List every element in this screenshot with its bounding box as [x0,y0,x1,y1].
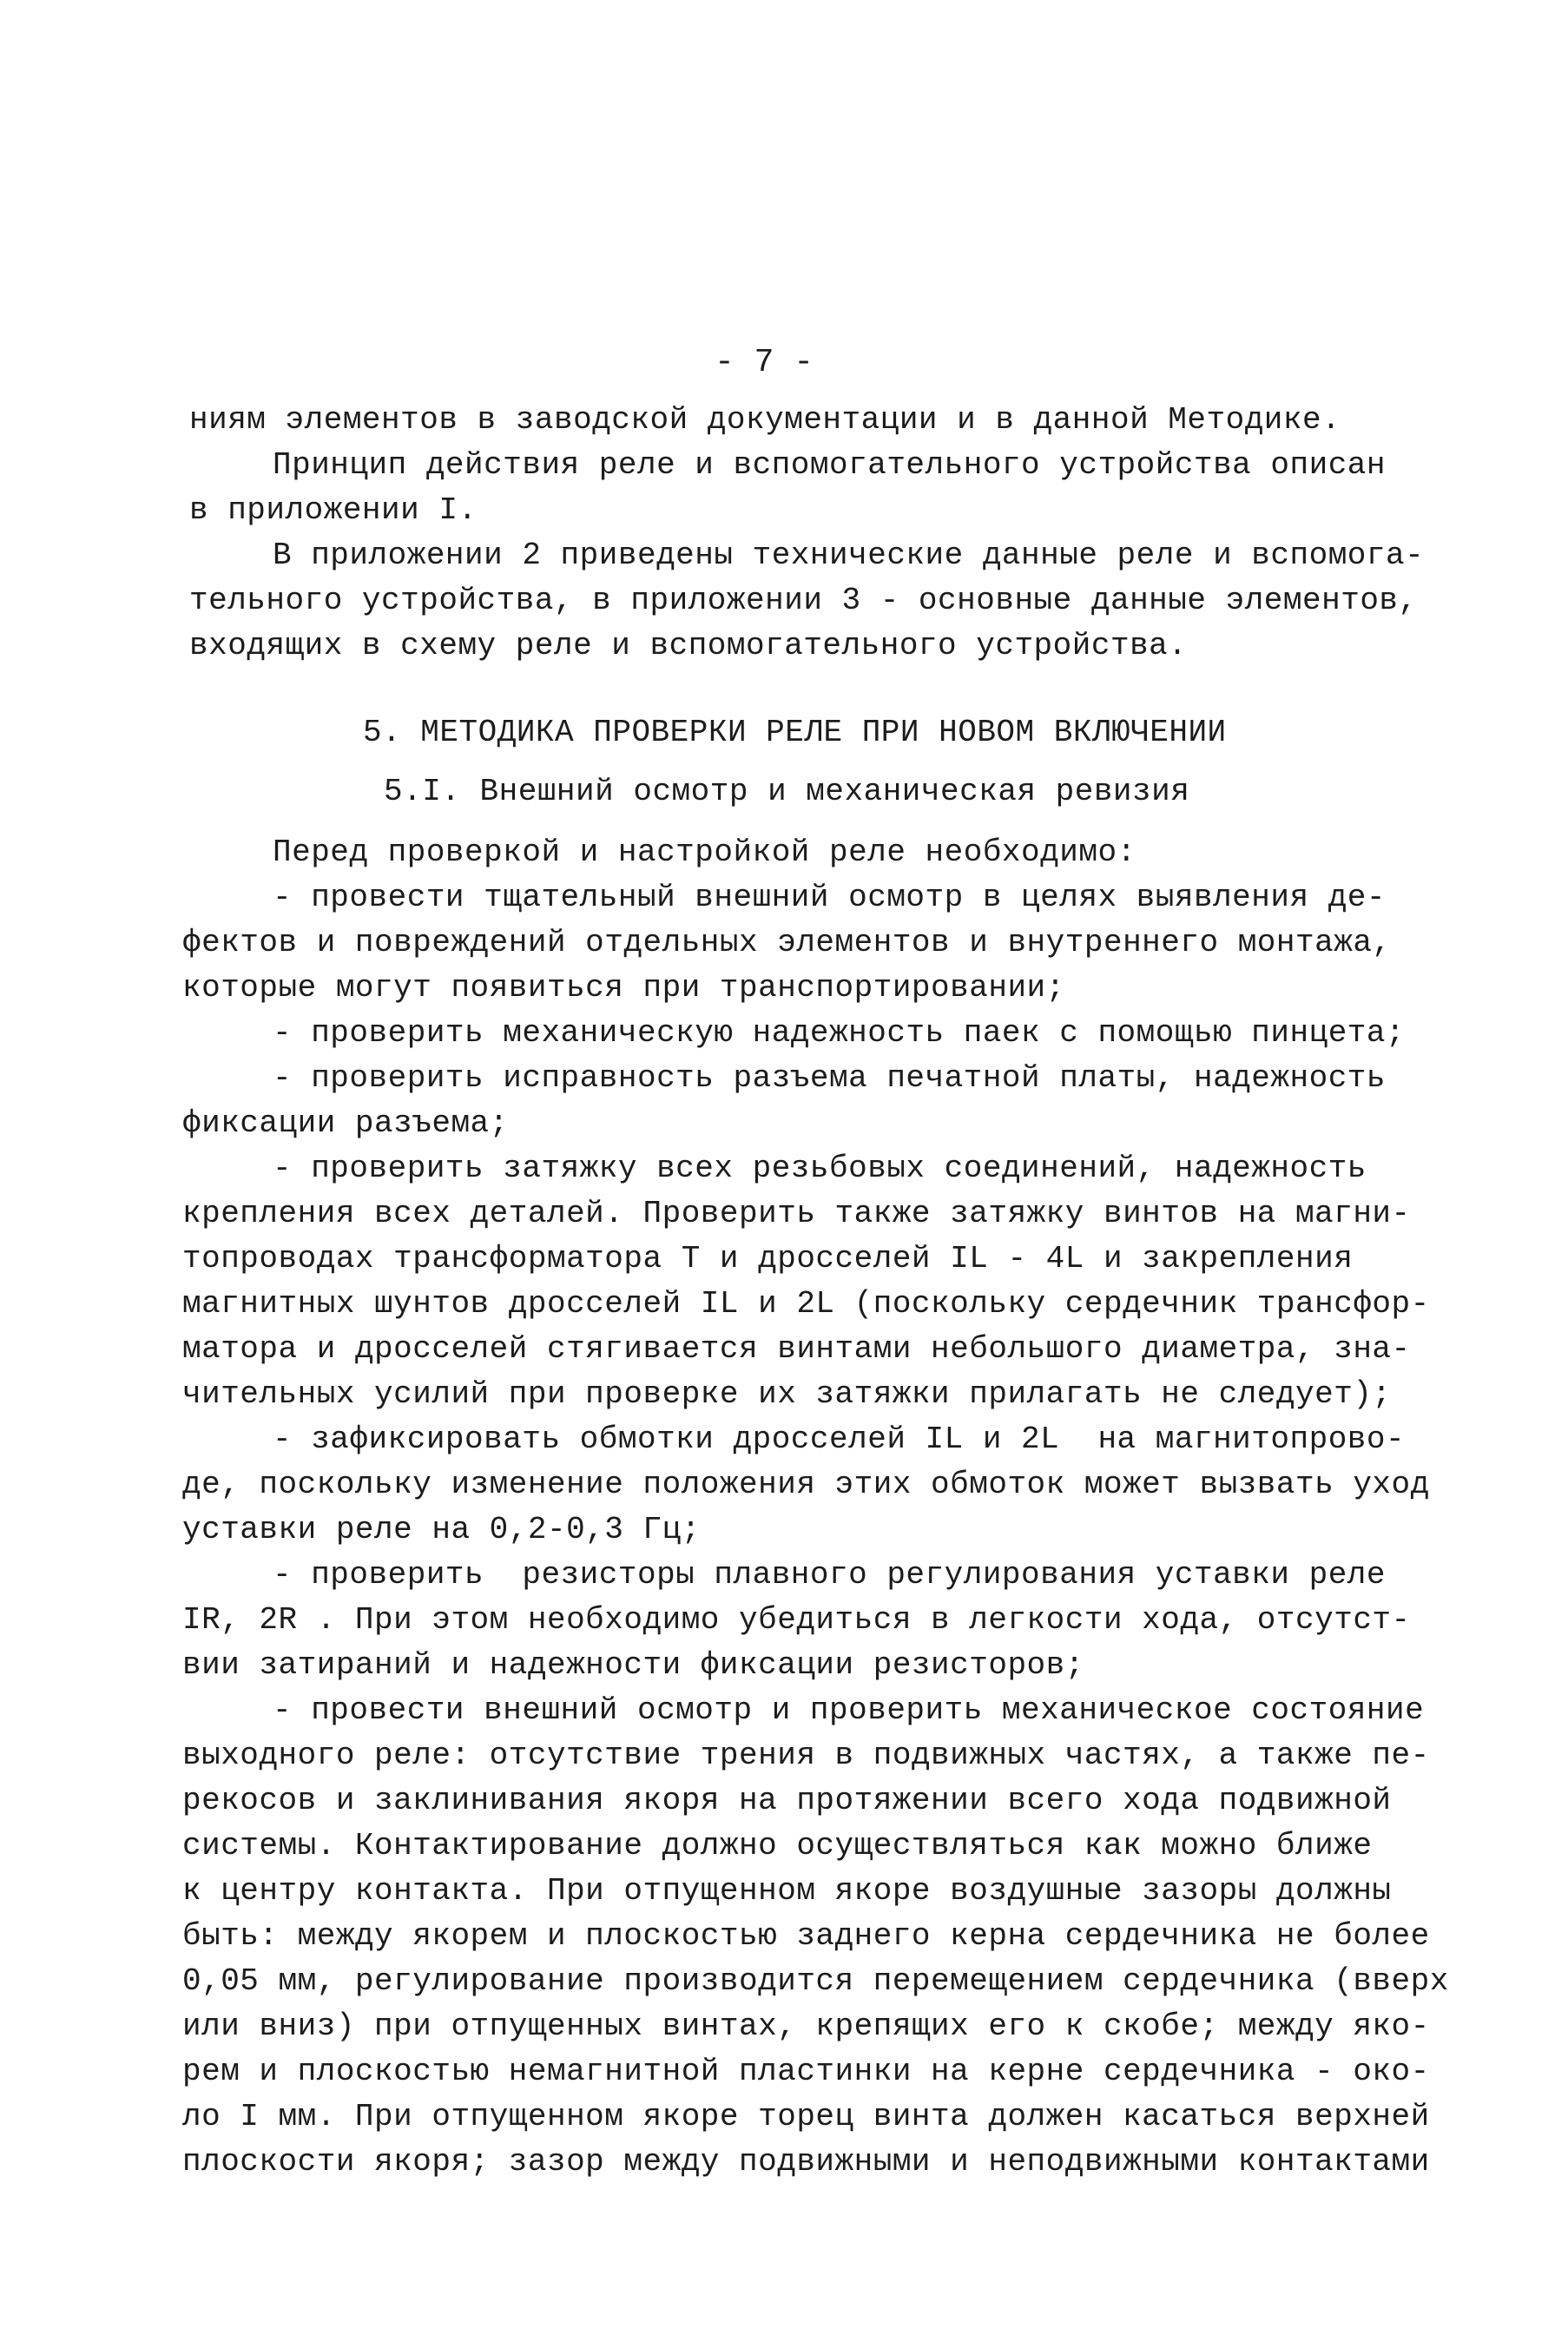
text-line: - зафиксировать обмотки дросселей IL и 2L на магнитопрово- [273,1421,1406,1457]
text-line: В приложении 2 приведены технические данные реле и вспомога- [273,538,1425,573]
text-line: которые могут появиться при транспортировании; [182,970,1065,1006]
text-line: матора и дросселей стягивается винтами небольшого диаметра, зна- [182,1331,1411,1367]
text-line: ло I мм. При отпущенном якоре торец винта должен касаться верхней [182,2099,1430,2134]
text-line: крепления всех деталей. Проверить также затяжку винтов на магни- [182,1196,1411,1231]
text-line: чительных усилий при проверке их затяжки прилагать не следует); [182,1376,1392,1412]
section-title: 5. МЕТОДИКА ПРОВЕРКИ РЕЛЕ ПРИ НОВОМ ВКЛЮЧЕНИИ [363,715,1227,750]
text-line: - провести тщательный внешний осмотр в целях выявления де- [273,880,1387,915]
text-line: или вниз) при отпущенных винтах, крепящих его к скобе; между яко- [182,2008,1430,2044]
text-line: магнитных шунтов дросселей IL и 2L (поскольку сердечник трансфор- [182,1286,1430,1322]
text-line: 0,05 мм, регулирование производится перемещением сердечника (вверх [182,1963,1449,1999]
page-number: - 7 - [714,344,814,381]
text-line: выходного реле: отсутствие трения в подвижных частях, а также пе- [182,1738,1430,1773]
text-line: Принцип действия реле и вспомогательного устройства описан [273,447,1387,483]
text-line: - проверить механическую надежность паек с помощью пинцета; [273,1015,1406,1051]
subsection-title: 5.I. Внешний осмотр и механическая ревизия [384,774,1190,809]
text-line: - проверить затяжку всех резьбовых соединений, надежность [273,1151,1367,1186]
text-line: де, поскольку изменение положения этих обмоток может вызвать уход [182,1467,1430,1502]
text-line: входящих в схему реле и вспомогательного устройства. [189,628,1188,663]
text-line: вии затираний и надежности фиксации резисторов; [182,1647,1084,1683]
text-line: - проверить резисторы плавного регулирования уставки реле [273,1557,1387,1593]
text-line: топроводах трансформатора Т и дросселей IL - 4L и закрепления [182,1241,1354,1276]
text-line: Перед проверкой и настройкой реле необходимо: [273,834,1136,870]
text-line: фиксации разъема; [182,1105,509,1141]
text-line: к центру контакта. При отпущенном якоре воздушные зазоры должны [182,1873,1392,1909]
text-line: фектов и повреждений отдельных элементов и внутреннего монтажа, [182,925,1392,960]
text-line: системы. Контактирование должно осуществляться как можно ближе [182,1828,1373,1863]
text-line: уставки реле на 0,2-0,3 Гц; [182,1512,701,1547]
text-line: быть: между якорем и плоскостью заднего керна сердечника не более [182,1918,1430,1954]
text-line: тельного устройства, в приложении 3 - основные данные элементов, [189,583,1418,618]
text-line: IR, 2R . При этом необходимо убедиться в легкости хода, отсутст- [182,1602,1411,1638]
text-line: рекосов и заклинивания якоря на протяжении всего хода подвижной [182,1783,1392,1818]
text-line: ниям элементов в заводской документации и в данной Методике. [189,402,1341,438]
text-line: - провести внешний осмотр и проверить механическое состояние [273,1692,1425,1728]
text-line: в приложении I. [189,492,478,528]
text-line: плоскости якоря; зазор между подвижными и неподвижными контактами [182,2144,1430,2180]
text-line: - проверить исправность разъема печатной платы, надежность [273,1060,1387,1096]
text-line: рем и плоскостью немагнитной пластинки на керне сердечника - око- [182,2054,1430,2089]
